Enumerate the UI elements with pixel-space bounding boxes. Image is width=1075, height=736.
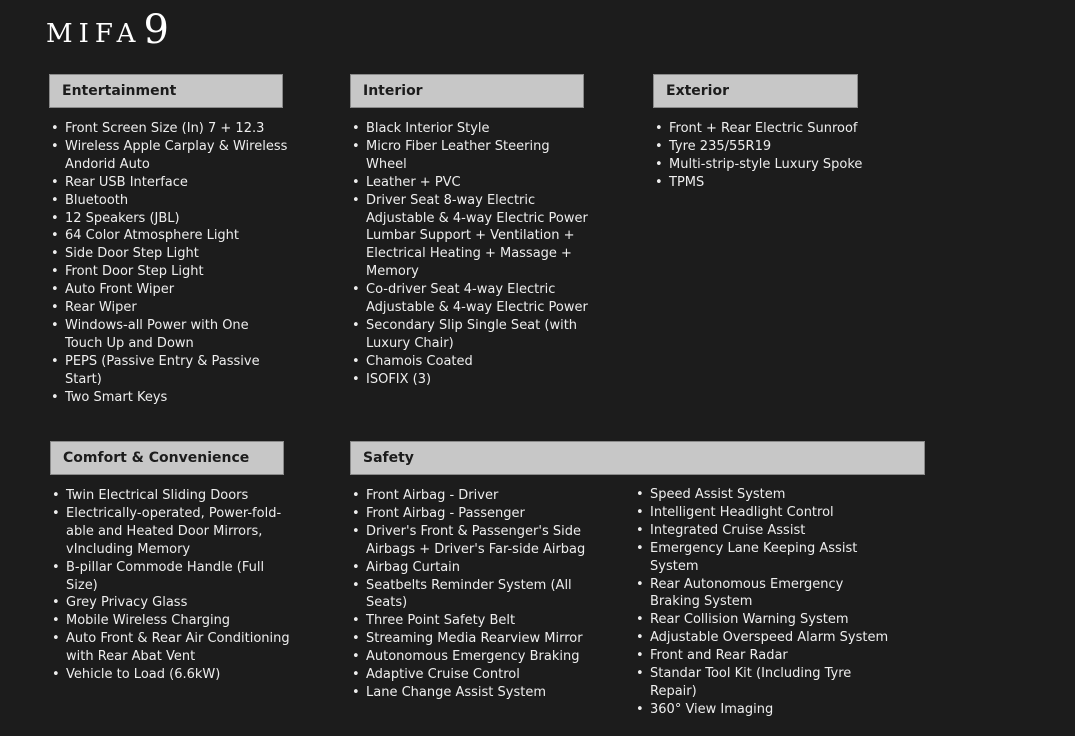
list-item: • Co-driver Seat 4-way Electric Adjustable & 4-way Electric Power (350, 281, 590, 317)
list-item: • Intelligent Headlight Control (634, 504, 894, 522)
list-item: • Rear Collision Warning System (634, 611, 894, 629)
list-item: • Rear Autonomous Emergency Braking System (634, 576, 894, 612)
list-item: • Airbag Curtain (350, 559, 590, 577)
list-item: • Front Airbag - Passenger (350, 505, 590, 523)
list-item: • Front Airbag - Driver (350, 487, 590, 505)
list-item: • Black Interior Style (350, 120, 590, 138)
safety-header: Safety (350, 441, 925, 475)
list-item: • ISOFIX (3) (350, 371, 590, 389)
entertainment-section (49, 74, 288, 405)
brand-logo-number: 9 (143, 7, 169, 53)
list-item: • B-pillar Commode Handle (Full Size) (50, 559, 290, 595)
entertainment-header: Entertainment (49, 74, 283, 108)
list-item: • Chamois Coated (350, 353, 590, 371)
list-item: • Emergency Lane Keeping Assist System (634, 540, 894, 576)
list-item: • Auto Front & Rear Air Conditioning with Rear Abat Vent (50, 630, 290, 666)
list-item: • Secondary Slip Single Seat (with Luxury Chair) (350, 317, 590, 353)
list-item: • Auto Front Wiper (49, 281, 289, 299)
comfort-header: Comfort & Convenience (50, 441, 284, 475)
list-item: • Rear Wiper (49, 299, 289, 317)
list-item: • Mobile Wireless Charging (50, 612, 290, 630)
interior-list (350, 120, 590, 389)
list-item: • Driver Seat 8-way Electric Adjustable & 4-way Electric Power Lumbar Support + Ventilation + Electrical Heating + Massage + Memory (350, 192, 590, 282)
exterior-list (653, 120, 883, 192)
list-item: • 64 Color Atmosphere Light (49, 227, 289, 245)
exterior-section (653, 74, 863, 190)
list-item: • Grey Privacy Glass (50, 594, 290, 612)
list-item: • Side Door Step Light (49, 245, 289, 263)
list-item: • Electrically-operated, Power-fold-able and Heated Door Mirrors, vIncluding Memory (50, 505, 290, 559)
safety-section (350, 441, 925, 717)
list-item: • Driver's Front & Passenger's Side Airbags + Driver's Far-side Airbag (350, 523, 590, 559)
list-item: • Seatbelts Reminder System (All Seats) (350, 577, 590, 613)
list-item: • Autonomous Emergency Braking (350, 648, 590, 666)
list-item: • Bluetooth (49, 192, 289, 210)
list-item: • Front + Rear Electric Sunroof (653, 120, 883, 138)
list-item: • Front Door Step Light (49, 263, 289, 281)
list-item: • Lane Change Assist System (350, 684, 590, 702)
list-item: • Twin Electrical Sliding Doors (50, 487, 290, 505)
list-item: • PEPS (Passive Entry & Passive Start) (49, 353, 289, 389)
list-item: • Three Point Safety Belt (350, 612, 590, 630)
list-item: • Tyre 235/55R19 (653, 138, 883, 156)
brand-logo-text: MIFA (46, 19, 142, 49)
safety-list-col2 (634, 486, 894, 719)
entertainment-list (49, 120, 289, 407)
list-item: • Adaptive Cruise Control (350, 666, 590, 684)
list-item: • Two Smart Keys (49, 389, 289, 407)
list-item: • Multi-strip-style Luxury Spoke (653, 156, 883, 174)
brand-logo (46, 5, 169, 51)
list-item: • 12 Speakers (JBL) (49, 210, 289, 228)
list-item: • Windows-all Power with One Touch Up and Down (49, 317, 289, 353)
exterior-header: Exterior (653, 74, 858, 108)
list-item: • TPMS (653, 174, 883, 192)
list-item: • 360° View Imaging (634, 701, 894, 719)
list-item: • Standar Tool Kit (Including Tyre Repair) (634, 665, 894, 701)
list-item: • Front Screen Size (In) 7 + 12.3 (49, 120, 289, 138)
comfort-section (50, 441, 290, 683)
list-item: • Vehicle to Load (6.6kW) (50, 666, 290, 684)
list-item: • Micro Fiber Leather Steering Wheel (350, 138, 590, 174)
list-item: • Streaming Media Rearview Mirror (350, 630, 590, 648)
list-item: • Speed Assist System (634, 486, 894, 504)
list-item: • Wireless Apple Carplay & Wireless Andorid Auto (49, 138, 289, 174)
list-item: • Integrated Cruise Assist (634, 522, 894, 540)
interior-section (350, 74, 588, 387)
interior-header: Interior (350, 74, 584, 108)
list-item: • Rear USB Interface (49, 174, 289, 192)
list-item: • Front and Rear Radar (634, 647, 894, 665)
comfort-list (50, 487, 290, 684)
list-item: • Adjustable Overspeed Alarm System (634, 629, 894, 647)
safety-list-col1 (350, 487, 590, 702)
list-item: • Leather + PVC (350, 174, 590, 192)
